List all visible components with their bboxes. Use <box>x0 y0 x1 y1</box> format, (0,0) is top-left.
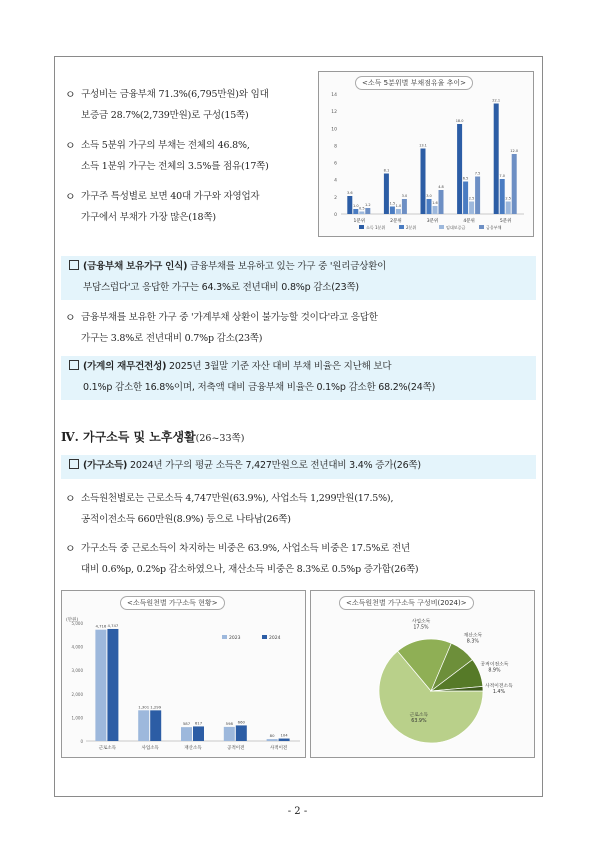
bar <box>384 174 389 215</box>
bullet-item <box>65 186 315 228</box>
slice-label: 사업소득 <box>411 619 431 625</box>
bar-value-label: 3.0 <box>401 194 408 198</box>
section-title-text: Ⅳ. 가구소득 및 노후생활 <box>61 430 196 444</box>
y-tick-label: 0 <box>334 213 337 218</box>
y-tick-label: 6 <box>334 161 337 167</box>
x-tick-label: 사업소득 <box>141 746 159 751</box>
bar <box>439 190 444 214</box>
box-line: 금융부채를 보유하고 있는 가구 중 '원리금상환이 <box>190 261 387 272</box>
bar-value-label: 4.8 <box>438 185 444 189</box>
bullet-symbol: ㅇ <box>65 139 76 152</box>
checkbox-square-icon <box>69 360 79 370</box>
chart-3-svg <box>311 591 534 757</box>
bar-value-label: 18.0 <box>455 119 464 123</box>
bullet-line: 가구주 특성별로 보면 40대 가구와 자영업자 <box>81 191 260 202</box>
bullet-item <box>65 488 537 530</box>
bar <box>475 177 480 215</box>
section-pages: (26~33쪽) <box>195 433 245 444</box>
bar <box>402 199 407 214</box>
chart-income-by-source <box>61 590 306 758</box>
bar <box>267 739 278 741</box>
legend-swatch <box>479 225 484 229</box>
bar <box>107 629 118 741</box>
bar <box>138 710 149 741</box>
box-line: 0.1%p 감소한 16.8%이며, 저축액 대비 금융부채 비율은 0.1%p 감소한 68.2%(24쪽) <box>83 382 436 393</box>
y-tick-label: 3,000 <box>71 668 83 674</box>
x-tick-label: 2분위 <box>390 219 402 224</box>
bar <box>396 209 401 214</box>
section-title <box>61 428 244 445</box>
slice-value-label: 8.3% <box>466 639 479 645</box>
bar <box>506 202 511 215</box>
y-tick-label: 2,000 <box>71 691 83 697</box>
bar <box>150 710 161 741</box>
bar <box>353 209 358 214</box>
bullet-line: 구성비는 금융부채 71.3%(6,795만원)와 임대 <box>81 89 269 100</box>
chart-title: <소득원천별 가구소득 구성비(2024)> <box>339 596 474 610</box>
slice-label: 근로소득 <box>409 712 429 718</box>
y-tick-label: 14 <box>331 93 337 98</box>
y-tick-label: 4,000 <box>71 644 83 650</box>
bullet-symbol: ㅇ <box>65 542 76 555</box>
bullet-symbol: ㅇ <box>65 311 76 324</box>
callout-box-financial-soundness <box>61 356 536 400</box>
y-tick-label: 8 <box>334 144 337 150</box>
bullet-line: 대비 0.6%p, 0.2%p 감소하였으나, 재산소득 비중은 8.3%로 0.5%p 증가함(26쪽) <box>81 564 419 575</box>
bullet-line: 가구에서 부채가 가장 많은(18쪽) <box>81 212 216 223</box>
bar <box>512 154 517 214</box>
bar-value-label: 0.5 <box>359 206 365 211</box>
bullet-line: 소득 5분위 가구의 부채는 전체의 46.8%, <box>81 140 250 151</box>
box-label: (가구소득) <box>83 460 128 471</box>
callout-box-household-income <box>61 455 536 479</box>
bar-value-label: 12.0 <box>510 149 519 153</box>
bar-value-label: 1.2 <box>365 203 371 207</box>
bullet-symbol: ㅇ <box>65 88 76 101</box>
slice-value-label: 63.9% <box>411 718 427 724</box>
bullet-line: 소득 1분위 가구는 전체의 3.5%를 점유(17쪽) <box>81 161 269 172</box>
legend-label: 소득 1분위 <box>366 225 386 230</box>
bar-value-label: 3.6 <box>347 191 353 195</box>
bullet-item <box>65 307 535 349</box>
bar <box>427 199 432 214</box>
bullet-line: 소득원천별로는 근로소득 4,747만원(63.9%), 사업소득 1,299만원(17.5%), <box>81 493 394 504</box>
bar-value-label: 617 <box>194 720 203 726</box>
bar-value-label: 587 <box>182 721 191 727</box>
bar-value-label: 1.6 <box>432 201 438 205</box>
slice-value-label: 8.9% <box>488 668 501 674</box>
legend-label: 2024 <box>269 636 281 641</box>
chart-1-svg <box>319 72 533 236</box>
bar <box>95 630 106 741</box>
bullet-symbol: ㅇ <box>65 190 76 203</box>
y-axis-label: (만원) <box>66 618 79 623</box>
x-tick-label: 5분위 <box>499 219 512 224</box>
x-tick-label: 공적이전 <box>227 746 245 751</box>
bar-value-label: 4,747 <box>107 622 119 628</box>
bar-value-label: 2.5 <box>468 196 475 201</box>
slice-label: 공적이전소득 <box>480 662 509 668</box>
bar-value-label: 8.1 <box>383 168 390 173</box>
bar-value-label: 4,716 <box>95 623 107 629</box>
bullet-line: 공적이전소득 660만원(8.9%) 등으로 나타남(26쪽) <box>81 514 291 525</box>
bar-value-label: 3.0 <box>426 194 432 198</box>
bar <box>359 212 364 215</box>
bar <box>463 182 468 215</box>
chart-debt-share <box>318 71 534 237</box>
slice-label: 재산소득 <box>463 633 483 639</box>
bar-value-label: 1,301 <box>138 704 150 710</box>
legend-swatch <box>262 635 267 639</box>
bullet-item <box>65 135 315 177</box>
bar <box>421 149 426 215</box>
y-tick-label: 10 <box>331 127 337 133</box>
bar-value-label: 660 <box>237 719 245 725</box>
x-tick-label: 근로소득 <box>98 746 117 751</box>
bar-value-label: 1.5 <box>389 201 396 206</box>
bullet-symbol: ㅇ <box>65 492 76 505</box>
bar-value-label: 7.0 <box>499 174 505 178</box>
bar-value-label: 13.1 <box>419 143 427 148</box>
bar-value-label: 1.0 <box>395 204 402 208</box>
bar-value-label: 598 <box>225 720 233 726</box>
bar <box>457 124 462 214</box>
bar-value-label: 2.5 <box>505 196 511 201</box>
bullet-line: 가구는 3.8%로 전년대비 0.7%p 감소(23쪽) <box>81 333 263 344</box>
bar <box>279 739 290 741</box>
bar <box>365 208 370 214</box>
x-tick-label: 4분위 <box>463 219 475 224</box>
x-tick-label: 재산소득 <box>184 746 202 751</box>
callout-box-debt-perception <box>61 256 536 300</box>
bullet-line: 가구소득 중 근로소득이 차지하는 비중은 63.9%, 사업소득 비중은 17.5%로 전년 <box>81 543 410 554</box>
slice-label: 사적이전소득 <box>485 684 513 690</box>
chart-title: <소득 5분위별 부채점유율 추이> <box>355 76 473 90</box>
y-tick-label: 12 <box>331 110 337 116</box>
legend-swatch <box>399 225 404 229</box>
bar-value-label: 22.1 <box>492 98 501 103</box>
checkbox-square-icon <box>69 459 79 469</box>
chart-income-composition <box>310 590 535 758</box>
bar <box>193 726 204 741</box>
x-tick-label: 사적이전 <box>269 746 288 751</box>
bar <box>469 202 474 215</box>
legend-label: 2023 <box>229 636 241 641</box>
bar-value-label: 80 <box>269 733 275 739</box>
bullet-line: 보증금 28.7%(2,739만원)로 구성(15쪽) <box>81 110 249 121</box>
y-tick-label: 0 <box>80 739 83 744</box>
legend-label: 금융부채 <box>486 225 502 230</box>
bar <box>390 207 395 215</box>
y-tick-label: 1,000 <box>71 715 83 721</box>
box-label: (가계의 재무건전성) <box>83 361 167 372</box>
legend-label: 2분위 <box>406 225 417 230</box>
bar <box>181 727 192 741</box>
box-line: 2024년 가구의 평균 소득은 7,427만원으로 전년대비 3.4% 증가(26쪽) <box>130 460 421 471</box>
legend-swatch <box>439 225 444 229</box>
y-tick-label: 4 <box>334 178 337 184</box>
box-line: 2025년 3월말 기준 자산 대비 부채 비율은 지난해 보다 <box>169 361 392 372</box>
slice-value-label: 17.5% <box>413 625 429 631</box>
y-tick-label: 2 <box>334 195 337 201</box>
bar-value-label: 1.0 <box>353 204 359 208</box>
chart-2-svg <box>62 591 305 757</box>
legend-swatch <box>222 635 227 639</box>
bar <box>224 727 235 741</box>
x-tick-label: 1분위 <box>353 219 366 224</box>
slice-value-label: 1.4% <box>492 690 506 696</box>
bar-value-label: 104 <box>280 732 288 738</box>
bar-value-label: 1,299 <box>150 704 162 710</box>
bar <box>500 179 505 214</box>
legend-label: 임대보증금 <box>446 225 466 230</box>
box-line: 부담스럽다'고 응답한 가구는 64.3%로 전년대비 0.8%p 감소(23쪽) <box>83 282 359 293</box>
bar <box>236 725 247 741</box>
y-tick-label: 5,000 <box>71 621 83 626</box>
bar-value-label: 7.5 <box>474 171 481 176</box>
legend-swatch <box>359 225 364 229</box>
x-tick-label: 3분위 <box>426 219 439 224</box>
bullet-item <box>65 84 315 126</box>
box-label: (금융부채 보유가구 인식) <box>83 261 188 272</box>
bar-value-label: 6.5 <box>462 176 469 181</box>
bullet-item <box>65 538 537 580</box>
page-number: - 2 - <box>287 806 308 817</box>
checkbox-square-icon <box>69 260 79 270</box>
bullet-line: 금융부채를 보유한 가구 중 '가계부채 상환이 불가능할 것이다'라고 응답한 <box>81 312 378 323</box>
chart-title: <소득원천별 가구소득 현황> <box>120 596 225 610</box>
bar <box>347 196 352 214</box>
bar <box>494 104 499 215</box>
bar <box>433 206 438 214</box>
